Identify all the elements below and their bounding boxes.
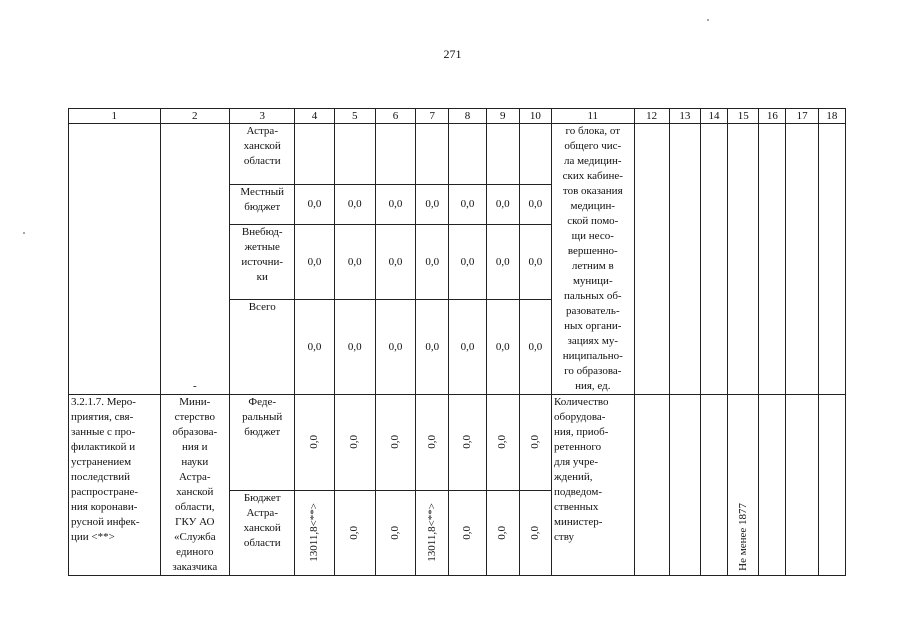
executor-cell: Мини- стерство образова- ния и науки Астра- ханской области, ГКУ АО «Служба единого заказчика [160, 395, 229, 576]
source-label: Всего [230, 300, 295, 395]
value-cell: 0,0 [416, 224, 449, 300]
value-cell: 0,0 [449, 184, 486, 224]
value-cell: 0,0 [496, 435, 509, 450]
value-cell: 0,0 [528, 525, 541, 540]
value-cell: 13011,8<**> [425, 503, 438, 563]
page-number: 271 [443, 47, 462, 61]
header-cell: 16 [759, 109, 786, 124]
value-cell: 0,0 [308, 435, 321, 450]
target-value: Не менее 1877 [736, 503, 749, 571]
value-cell: 0,0 [389, 435, 402, 450]
source-label: Бюджет Астра- ханской области [230, 490, 295, 575]
header-cell: 1 [69, 109, 161, 124]
scan-speck [707, 19, 709, 21]
value-cell: 0,0 [416, 300, 449, 395]
value-cell: 0,0 [496, 525, 509, 540]
value-cell: 0,0 [449, 224, 486, 300]
source-label: Местный бюджет [230, 184, 295, 224]
header-cell: 6 [375, 109, 415, 124]
budget-table [68, 108, 846, 576]
value-cell: 0,0 [528, 435, 541, 450]
value-cell: 0,0 [295, 224, 334, 300]
value-cell: 0,0 [389, 525, 402, 540]
value-cell: 0,0 [334, 184, 375, 224]
value-cell: 0,0 [295, 300, 334, 395]
value-cell: 0,0 [486, 184, 519, 224]
value-cell: 0,0 [375, 300, 415, 395]
table-row [69, 395, 846, 491]
value-cell: 0,0 [334, 300, 375, 395]
header-cell: 2 [160, 109, 229, 124]
column-number-row [69, 109, 846, 124]
header-cell: 9 [486, 109, 519, 124]
header-cell: 3 [230, 109, 295, 124]
value-cell: 0,0 [425, 435, 438, 450]
header-cell: 8 [449, 109, 486, 124]
header-cell: 15 [728, 109, 759, 124]
header-cell: 13 [669, 109, 700, 124]
value-cell: 0,0 [519, 224, 551, 300]
header-cell: 17 [786, 109, 818, 124]
header-cell: 18 [818, 109, 845, 124]
indicator-text: го блока, от общего чис- ла медицин- ских кабине- тов оказания медицин- ской помо- щи несо- вершенно- летним в муници- пальных об- разователь- ных органи- зациях му- ниципально- го образова- ния, ед. [552, 124, 635, 395]
scan-speck [23, 232, 25, 234]
source-label: Внебюд- жетные источни- ки [230, 224, 295, 300]
activity-cell [69, 124, 161, 395]
value-cell: 0,0 [519, 300, 551, 395]
value-cell: 0,0 [486, 300, 519, 395]
value-cell: 0,0 [519, 184, 551, 224]
value-cell: 0,0 [460, 525, 473, 540]
source-label: Астра- ханской области [230, 124, 295, 185]
header-cell: 14 [700, 109, 727, 124]
value-cell: 0,0 [375, 184, 415, 224]
value-cell: 0,0 [486, 224, 519, 300]
header-cell: 4 [295, 109, 334, 124]
value-cell: 0,0 [375, 224, 415, 300]
value-cell: 0,0 [460, 435, 473, 450]
executor-cell: - [160, 124, 229, 395]
source-label: Феде- ральный бюджет [230, 395, 295, 491]
indicator-text: Количество оборудова- ния, приоб- ретенного для учре- ждений, подведом- ственных министер- ству [552, 395, 635, 576]
value-cell: 13011,8<**> [308, 503, 321, 563]
value-cell: 0,0 [416, 184, 449, 224]
value-cell: 0,0 [348, 525, 361, 540]
value-cell: 0,0 [295, 184, 334, 224]
header-cell: 7 [416, 109, 449, 124]
header-cell: 5 [334, 109, 375, 124]
value-cell: 0,0 [449, 300, 486, 395]
table-row [69, 124, 846, 185]
header-cell: 10 [519, 109, 551, 124]
header-cell: 11 [552, 109, 635, 124]
value-cell: 0,0 [334, 224, 375, 300]
header-cell: 12 [634, 109, 669, 124]
value-cell: 0,0 [348, 435, 361, 450]
activity-cell: 3.2.1.7. Меро- приятия, свя- занные с про- филактикой и устранением последствий распростране- ния коронави- русной инфек- ции <**> [69, 395, 161, 576]
